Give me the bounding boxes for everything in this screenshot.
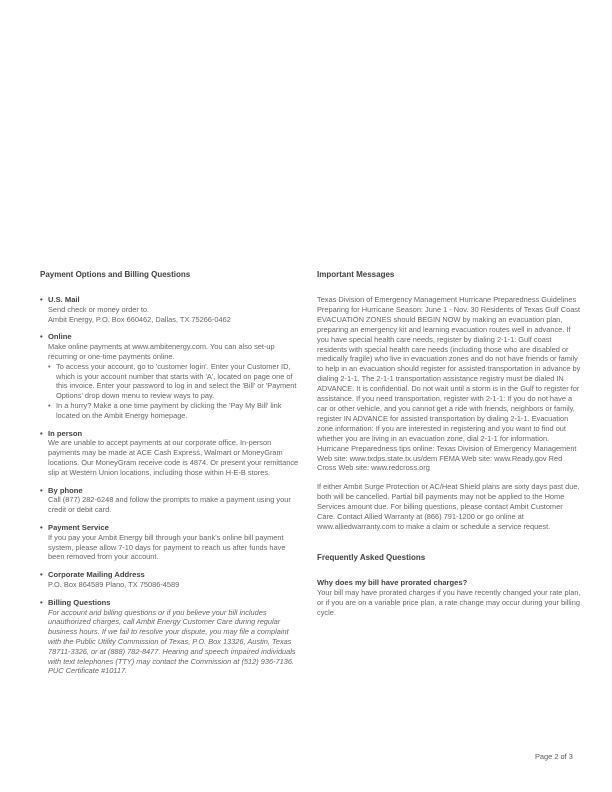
section-payment-service [40,523,302,562]
section-us-mail [40,295,302,324]
bullet-icon: • [40,295,43,304]
section-in-person [40,429,302,478]
important-messages-column [317,270,581,684]
section-text: Make online payments at www.ambitenergy.com. You can also set-up recurring or one-time payments online. [48,342,275,361]
bullet-icon: • [40,428,43,438]
payment-options-column [40,270,302,684]
section-text: If you pay your Ambit Energy bill through your bank's online bill payment system, please allow 7-10 days for payment to reach us after funds have been removed from your account. [48,532,286,562]
section-text: In a hurry? Make a one time payment by clicking the 'Pay My Bill' link located on the Ambit Energy homepage. [56,400,282,420]
bullet-icon: • [40,332,43,342]
section-text: Send check or money order to. [48,304,150,314]
section-title: Payment Service [48,522,109,532]
section-title: Corporate Mailing Address [48,570,145,580]
section-title: In person [48,428,83,438]
corporate-address: P.O. Box 864589 Plano, TX 75086-4589 [48,579,180,589]
bullet-icon: • [40,522,43,532]
section-billing-questions [40,598,302,676]
online-subbullet-paymybill [48,401,302,421]
section-text: Call (877) 282-6248 and follow the prompts to make a payment using your credit or debit card. [48,495,291,515]
page-number: Page 2 of 3 [535,752,573,761]
payment-options-heading: Payment Options and Billing Questions [40,270,191,279]
online-subbullet-login [48,362,302,401]
section-by-phone [40,486,302,515]
bullet-icon: • [40,570,43,580]
bullet-icon: • [48,400,51,410]
warranty-paragraph: If either Ambit Surge Protection or AC/Heat Shield plans are sixty days past due, both will be cancelled. Partial bill payments may not be applied to the Home Services amount due. For billing questions, please contact Ambit Customer Care. Contact Allied Warranty at (866) 791-1200 or go online at www.alliedwarranty.com to make a claim or schedule a service request. [317,482,580,531]
faq-answer: Your bill may have prorated charges if you have recently changed your rate plan, or if you are on a variable price plan, a rate change may occur during your billing cycle. [317,587,581,617]
section-title: Online [48,332,72,342]
section-title: U.S. Mail [48,295,80,304]
section-text: We are unable to accept payments at our corporate office. In-person payments may be made at ACE Cash Express, Walmart or MoneyGram locations. Our MoneyGram receive code is 4874. Or present your remittance slip at Western Union locations, including those within H-E-B stores. [48,438,299,477]
section-online [40,332,302,420]
bullet-icon: • [40,597,43,607]
faq-heading: Frequently Asked Questions [317,552,426,562]
section-text: To access your account, go to 'customer login'. Enter your Customer ID, which is your account number that starts with 'A', located on page one of this invoice. Enter your password to log in and select the 'Bill' or 'Payment Options' drop down menu to review ways to pay. [56,361,297,401]
two-column-body [40,270,581,684]
important-messages-heading: Important Messages [317,270,395,279]
section-title: Billing Questions [48,597,111,607]
bullet-icon: • [48,361,51,371]
remit-address: Ambit Energy, P.O. Box 660462, Dallas, TX 75266-0462 [48,314,231,324]
faq-question: Why does my bill have prorated charges? [317,577,468,587]
section-title: By phone [48,485,83,495]
hurricane-preparedness-paragraph: Texas Division of Emergency Management Hurricane Preparedness Guidelines Preparing for Hurricane Season: June 1 - Nov. 30 Residents of Texas Gulf Coast EVACUATION ZONES should BEGIN NOW by making an evacuation plan, preparing an emergency kit and learning evacuation routes well in advance. If you have special health care needs, register by dialing 2-1-1: Gulf coast residents with special health care needs (including those who are disabled or medically fragile) who live in evacuation zones and do not have friends or family to help in an evacuation should register for assisted transportation in advance by dialing 2-1-1. The 2-1-1 transportation assistance registry must be dialed IN ADVANCE. It is confidential. Do not wait until a storm is in the Gulf to register for assistance. If you need transportation, register with 2-1-1: If you do not have a car or other vehicle, and you cannot get a ride with friends, neighbors or family, register IN ADVANCE for assisted transportation by dialing 2-1-1. Evacuation zone information: If you are interested in registering and you want to find out whether you are living in an evacuation zone, dial 2-1-1 for information. Hurricane Preparedness tips online: Texas Division of Emergency Management Web site: www.txdps.state.tx.us/dem FEMA Web site: www.Ready.gov Red Cross Web site: www.redcross.org [317,295,581,473]
billing-questions-text: For account and billing questions or if you believe your bill includes unauthorized charges, call Ambit Energy Customer Care during regular business hours. If we fail to resolve your dispute, you may file a complaint with the Public Utility Commission of Texas, P.O. Box 13326, Austin, Texas 78711-3326, or at (888) 782-8477. Hearing and speech impaired individuals with text telephones (TTY) may contact the Commission at (512) 936-7136. PUC Certificate #10117. [48,607,296,676]
section-corporate-mailing-address [40,570,302,590]
bullet-icon: • [40,485,43,495]
